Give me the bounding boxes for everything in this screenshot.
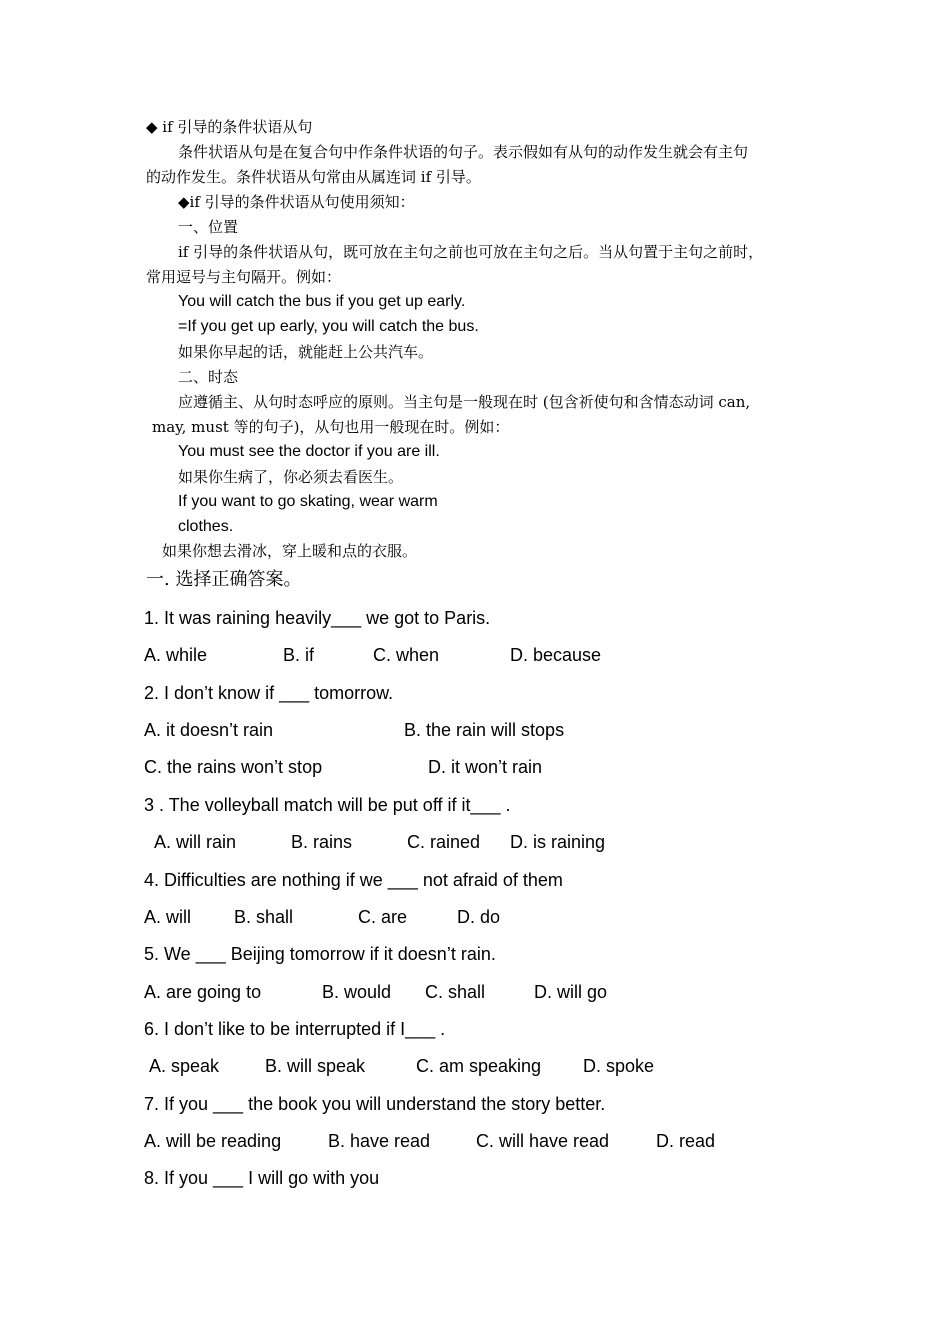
question-stem: 5. We ___ Beijing tomorrow if it doesn’t rain.	[144, 944, 496, 964]
option-c: C. rained	[407, 832, 481, 852]
intro-line-2: 的动作发生。条件状语从句常由从属连词 if 引导。	[146, 168, 481, 186]
tips-title: ◆if 引导的条件状语从句使用须知：	[178, 193, 415, 211]
intro-line-1: 条件状语从句是在复合句中作条件状语的句子。表示假如有从句的动作发生就会有主句	[178, 143, 749, 161]
exercise-heading: 一. 选择正确答案。	[146, 569, 302, 590]
section-1-example-translation: 如果你早起的话，就能赶上公共汽车。	[178, 343, 434, 361]
section-2-title: 二、时态	[178, 368, 239, 386]
question-stem: 3 . The volleyball match will be put off if it___ .	[144, 795, 511, 815]
option-d: D. it won’t rain	[428, 757, 543, 777]
option-c: C. the rains won’t stop	[144, 757, 323, 777]
option-a: A. will rain	[154, 832, 237, 852]
option-a: A. are going to	[144, 982, 262, 1002]
option-c: C. are	[358, 907, 408, 927]
section-1-text-2: 常用逗号与主句隔开。例如：	[146, 268, 342, 286]
option-d: D. is raining	[510, 832, 606, 852]
question-stem: 2. I don’t know if ___ tomorrow.	[144, 683, 394, 703]
option-d: D. do	[457, 907, 501, 927]
section-2-text-1: 应遵循主、从句时态呼应的原则。当主句是一般现在时 (包含祈使句和含情态动词 can,	[178, 393, 751, 411]
section-2-example-1-translation: 如果你生病了，你必须去看医生。	[178, 468, 404, 486]
question-stem: 1. It was raining heavily___ we got to Paris.	[144, 608, 491, 628]
option-d: D. spoke	[583, 1056, 655, 1076]
option-c: C. am speaking	[416, 1056, 542, 1076]
option-b: B. will speak	[265, 1056, 366, 1076]
question-stem: 6. I don’t like to be interrupted if I___ .	[144, 1019, 446, 1039]
section-2-example-1: You must see the doctor if you are ill.	[178, 443, 440, 460]
option-c: C. when	[373, 645, 440, 665]
section-2-example-2-translation: 如果你想去滑冰，穿上暖和点的衣服。	[162, 542, 418, 560]
option-b: B. have read	[328, 1131, 431, 1151]
option-b: B. shall	[234, 907, 294, 927]
section-2-text-2: may, must 等的句子)，从句也用一般现在时。例如：	[152, 418, 510, 436]
option-d: D. will go	[534, 982, 608, 1002]
option-b: B. the rain will stops	[404, 720, 565, 740]
section-1-example-2: =If you get up early, you will catch the bus.	[178, 318, 479, 335]
section-2-example-2b: clothes.	[178, 518, 234, 535]
option-a: A. speak	[149, 1056, 220, 1076]
question-stem: 8. If you ___ I will go with you	[144, 1168, 380, 1188]
option-d: D. read	[656, 1131, 716, 1151]
option-d: D. because	[510, 645, 602, 665]
question-stem: 4. Difficulties are nothing if we ___ not afraid of them	[144, 870, 563, 890]
section-2-example-2a: If you want to go skating, wear warm	[178, 493, 438, 510]
option-a: A. will be reading	[144, 1131, 282, 1151]
option-a: A. will	[144, 907, 192, 927]
option-b: B. rains	[291, 832, 353, 852]
option-c: C. shall	[425, 982, 486, 1002]
option-b: B. if	[283, 645, 315, 665]
notes-title: ◆ if 引导的条件状语从句	[146, 118, 313, 136]
section-1-text-1: if 引导的条件状语从句，既可放在主句之前也可放在主句之后。当从句置于主句之前时，	[178, 243, 764, 261]
option-c: C. will have read	[476, 1131, 610, 1151]
option-a: A. while	[144, 645, 208, 665]
section-1-example-1: You will catch the bus if you get up early.	[178, 293, 466, 310]
option-a: A. it doesn’t rain	[144, 720, 274, 740]
section-1-title: 一、位置	[178, 218, 239, 236]
option-b: B. would	[322, 982, 392, 1002]
question-stem: 7. If you ___ the book you will understand the story better.	[144, 1094, 606, 1114]
